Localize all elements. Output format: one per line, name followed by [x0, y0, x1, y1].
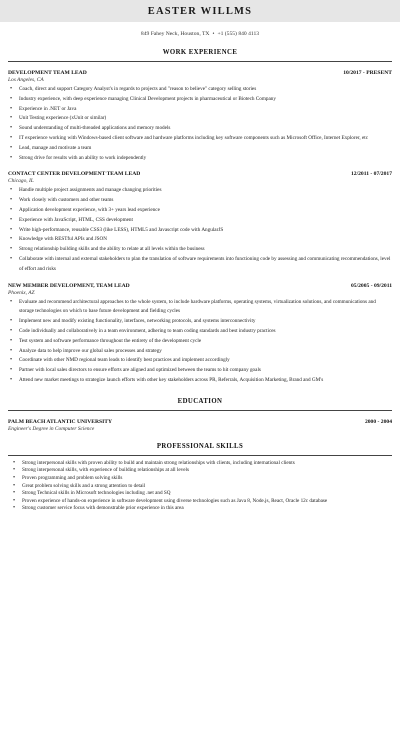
- job-bullet: • IT experience working with Windows-based client software and hardware platforms including key software components such as Microsoft Office, Internet Explorer, etc: [8, 134, 392, 144]
- job-header: [8, 69, 392, 77]
- job-bullet-list: [8, 85, 392, 163]
- skill-item: • Proven experience of hands-on experience in software development using diverse technologies such as Java 8, Node.js, React, Oracle 12c database: [8, 498, 392, 506]
- job-dates: 05/2005 - 09/2011: [350, 282, 392, 289]
- job-bullet: • Evaluate and recommend architectural approaches to the whole system, to include hardware platforms, operating systems, virtualization solutions, and communications and storage technologies on which to base future development and fielding cycles: [8, 298, 392, 318]
- skill-item: • Strong Technical skills in Microsoft technologies including .net and SQ: [8, 490, 392, 498]
- job-location: Chicago, IL: [8, 178, 34, 185]
- job-bullet: • Strong drive for results with an ability to work independently: [8, 154, 392, 164]
- job-bullet: • Coach, direct and support Category Analyst's in regards to projects and "reason to believe" category selling stories: [8, 85, 392, 95]
- job-bullet: • Handle multiple project assignments and manage changing priorities: [8, 186, 392, 196]
- candidate-name: EASTER WILLMS: [147, 5, 253, 17]
- skill-item: • Great problem solving skills and a strong attention to detail: [8, 483, 392, 491]
- job-bullet: • Coordinate with other NMD regional team leads to identify best practices and implement accordingly: [8, 356, 392, 366]
- job-bullet: • Experience with JavaScript, HTML, CSS development: [8, 216, 392, 226]
- job-bullet: • Work closely with customers and other teams: [8, 196, 392, 206]
- job-entry: [8, 282, 392, 386]
- job-bullet: • Attend new market meetings to strategize launch efforts with other key stakeholders across PR, Referrals, Acquisition Marketing, Brand and GM's: [8, 376, 392, 386]
- skills-block: [8, 460, 392, 513]
- job-location: Los Angeles, CA: [8, 77, 44, 83]
- job-entry: [8, 170, 392, 274]
- contact-address: 849 Fahey Neck, Houston, TX: [140, 31, 210, 37]
- job-bullet: • Sound understanding of multi-threaded applications and memory models: [8, 124, 392, 134]
- job-bullet: • Unit Testing experience (xUnit or similar): [8, 114, 392, 124]
- contact-line: [8, 30, 392, 38]
- job-title: CONTACT CENTER DEVELOPMENT TEAM LEAD: [8, 171, 141, 178]
- job-bullet: • Industry experience, with deep experience managing Clinical Development projects in pharmaceutical or Biotech Company: [8, 95, 392, 105]
- name-banner: [0, 0, 400, 22]
- job-bullet: • Partner with local sales directors to ensure efforts are aligned and optimized between the teams to hit company goals: [8, 366, 392, 376]
- section-title-education: EDUCATION: [8, 398, 392, 411]
- job-bullet: • Knowledge with RESTful APIs and JSON: [8, 235, 392, 245]
- job-dates: 10/2017 - PRESENT: [343, 70, 392, 76]
- job-bullet: • Application development experience, with 3+ years lead experience: [8, 206, 392, 216]
- job-location: Phoenix, AZ: [8, 289, 35, 296]
- job-title: NEW MEMBER DEVELOPMENT, TEAM LEAD: [8, 282, 130, 289]
- job-bullet: • Test system and software performance throughout the entirety of the development cycle: [8, 337, 392, 347]
- education-dates: 2000 - 2004: [364, 418, 392, 425]
- skill-item: • Proven programming and problem solving skills: [8, 475, 392, 483]
- job-bullet: • Strong relationship building skills and the ability to relate at all levels within the business: [8, 245, 392, 255]
- degree: Engineer's Degree in Computer Science: [8, 425, 95, 432]
- job-bullet: • Experience in .NET or Java: [8, 105, 392, 115]
- job-bullet: • Collaborate with internal and external stakeholders to plan the translation of software requirements into functioning code by assessing and communicating recommendations, level of effort and risks: [8, 255, 392, 275]
- job-header: [8, 282, 392, 290]
- school-name: PALM BEACH ATLANTIC UNIVERSITY: [8, 418, 113, 425]
- job-entry: [8, 69, 392, 163]
- job-bullet: • Implement new and modify existing functionality, interfaces, networking protocols, and systems interconnectivity: [8, 317, 392, 327]
- education-header: [8, 418, 392, 426]
- job-bullet-list: [8, 298, 392, 386]
- job-bullet: • Write high-performance, reusable CSS3 (like LESS), HTML5 and Javascript code with AngularJS: [8, 226, 392, 236]
- contact-phone: +1 (555) 840 4113: [217, 31, 260, 37]
- job-bullet-list: [8, 186, 392, 274]
- skills-list: [8, 460, 392, 513]
- education-entry: [8, 418, 392, 433]
- job-bullet: • Analyze data to help improve our global sales processes and strategy: [8, 347, 392, 357]
- contact-separator: •: [212, 31, 215, 37]
- job-bullet: • Lead, manage and motivate a team: [8, 144, 392, 154]
- job-bullet: • Code individually and collaboratively in a team environment, adhering to team coding standards and best industry practices: [8, 327, 392, 337]
- section-title-professional-skills: PROFESSIONAL SKILLS: [8, 443, 392, 456]
- job-title: DEVELOPMENT TEAM LEAD: [8, 70, 87, 76]
- section-title-work-experience: WORK EXPERIENCE: [8, 49, 392, 62]
- skill-item: • Strong interpersonal skills, with experience of building relationships at all levels: [8, 467, 392, 475]
- job-header: [8, 170, 392, 178]
- job-dates: 12/2011 - 07/2017: [350, 171, 392, 178]
- skill-item: • Strong customer service focus with demonstrable prior experience in this area: [8, 505, 392, 513]
- skill-item: • Strong interpersonal skills with proven ability to build and maintain strong relationships with clients, including international clients: [8, 460, 392, 468]
